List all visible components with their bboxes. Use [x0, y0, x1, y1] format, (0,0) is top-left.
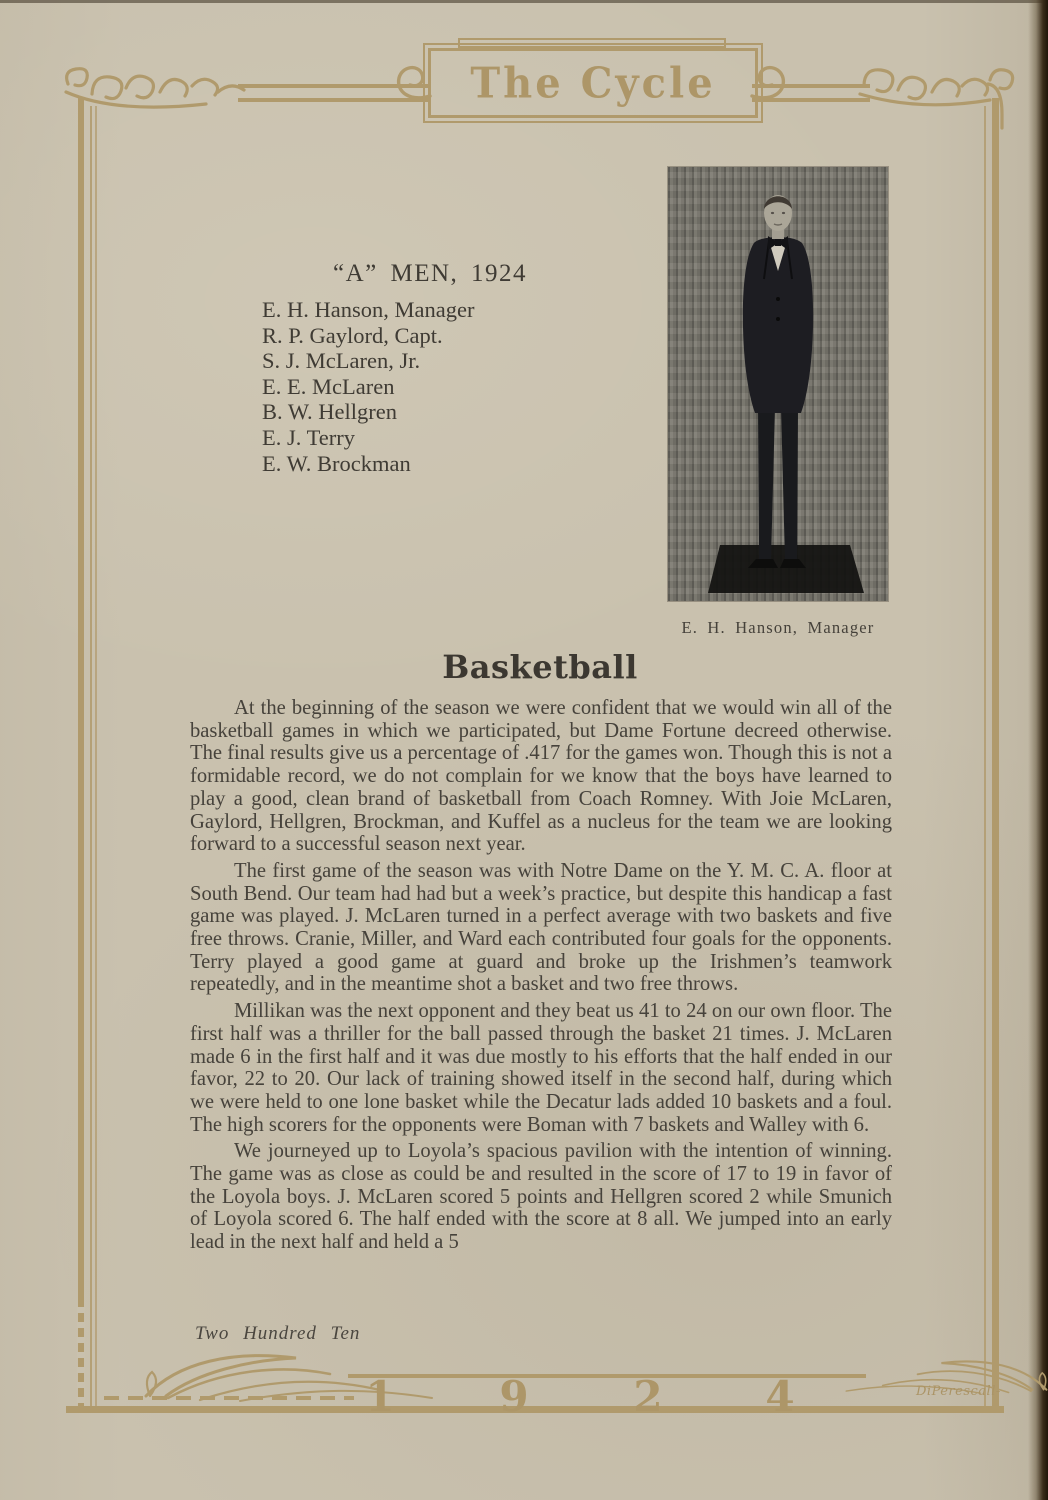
- engraver-signature: DiPerescall-: [916, 1384, 1001, 1399]
- frame-left-thick-rule: [78, 98, 84, 1412]
- scan-top-edge: [0, 0, 1048, 3]
- top-left-scroll-ornament: [60, 62, 248, 116]
- year-digit-1: 1: [365, 1372, 395, 1421]
- manager-portrait-photo: [668, 167, 888, 601]
- frame-left-thin-rule-2: [95, 106, 97, 1406]
- roster-member: E. J. Terry: [262, 424, 355, 450]
- article-body: [190, 697, 892, 1258]
- year-digit-9: 9: [499, 1372, 529, 1421]
- frame-left-thin-rule: [90, 106, 92, 1406]
- photo-caption: E. H. Hanson, Manager: [681, 618, 875, 637]
- frame-left-dash-detail: [77, 1298, 85, 1406]
- article-title: Basketball: [442, 648, 638, 686]
- portrait-figure: [668, 167, 888, 601]
- article-paragraph: Millikan was the next opponent and they beat us 41 to 24 on our own floor. The first half was a thriller for the ball passed through the basket 21 times. J. McLaren made 6 in the first half and it was due mostly to his efforts that the half ended in our favor, 22 to 20. Our lack of training showed itself in the second half, during which we were held to one lone basket while the Decatur lads added 10 baskets and a foul. The high scorers for the opponents were Boman with 7 baskets and Walley with 6.: [190, 1000, 892, 1136]
- frame-right-thin-rule: [984, 106, 986, 1406]
- year-digit-4: 4: [765, 1372, 795, 1421]
- cycle-banner: [428, 48, 758, 118]
- banner-title: The Cycle: [470, 58, 716, 108]
- year-digit-2: 2: [633, 1372, 663, 1421]
- roster-title: “A” MEN, 1924: [332, 260, 528, 287]
- page-number: Two Hundred Ten: [195, 1323, 361, 1344]
- roster-member: R. P. Gaylord, Capt.: [262, 322, 443, 348]
- article-paragraph: At the beginning of the season we were confident that we would win all of the basketball games in which we participated, but Dame Fortune decreed otherwise. The final results give us a percentage of .417 for the games won. Though this is not a formidable record, we do not complain for we know that the boys have learned to play a good, clean brand of basketball from Coach Romney. With Joie McLaren, Gaylord, Hellgren, Brockman, and Kuffel as a nucleus for the team we are looking forward to a successful season next year.: [190, 697, 892, 856]
- roster-list: [262, 297, 642, 476]
- top-rail-right: [752, 84, 870, 102]
- article-paragraph: The first game of the season was with Notre Dame on the Y. M. C. A. floor at South Bend. Our team had had but a week’s practice, but despite this handicap a fast game was played. J. McLaren turned in a perfect average with two baskets and five free throws. Cranie, Miller, and Ward each contributed four goals for the opponents. Terry played a good game at guard and broke up the Irishmen’s teamwork repeatedly, and in the meantime shot a basket and two free throws.: [190, 859, 892, 996]
- banner-cap-rule: [458, 38, 726, 48]
- scan-right-edge: [1028, 0, 1048, 1500]
- roster-member: E. H. Hanson, Manager: [262, 297, 475, 322]
- roster-member: B. W. Hellgren: [262, 399, 397, 425]
- frame-right-thick-rule: [992, 98, 999, 1412]
- top-right-scroll-ornament: [856, 60, 1048, 130]
- frame-bottom-rule: [66, 1406, 1004, 1413]
- roster-member: E. E. McLaren: [262, 373, 395, 399]
- roster-member: S. J. McLaren, Jr.: [262, 348, 421, 374]
- roster-member: E. W. Brockman: [262, 450, 411, 476]
- article-paragraph: We journeyed up to Loyola’s spacious pavilion with the intention of winning. The game was as close as could be and resulted in the score of 17 to 19 in favor of the Loyola boys. J. McLaren scored 5 points and Hellgren scored 2 while Smunich of Loyola scored 6. The half ended with the score at 8 all. We jumped into an early lead in the next half and held a 5: [190, 1140, 892, 1254]
